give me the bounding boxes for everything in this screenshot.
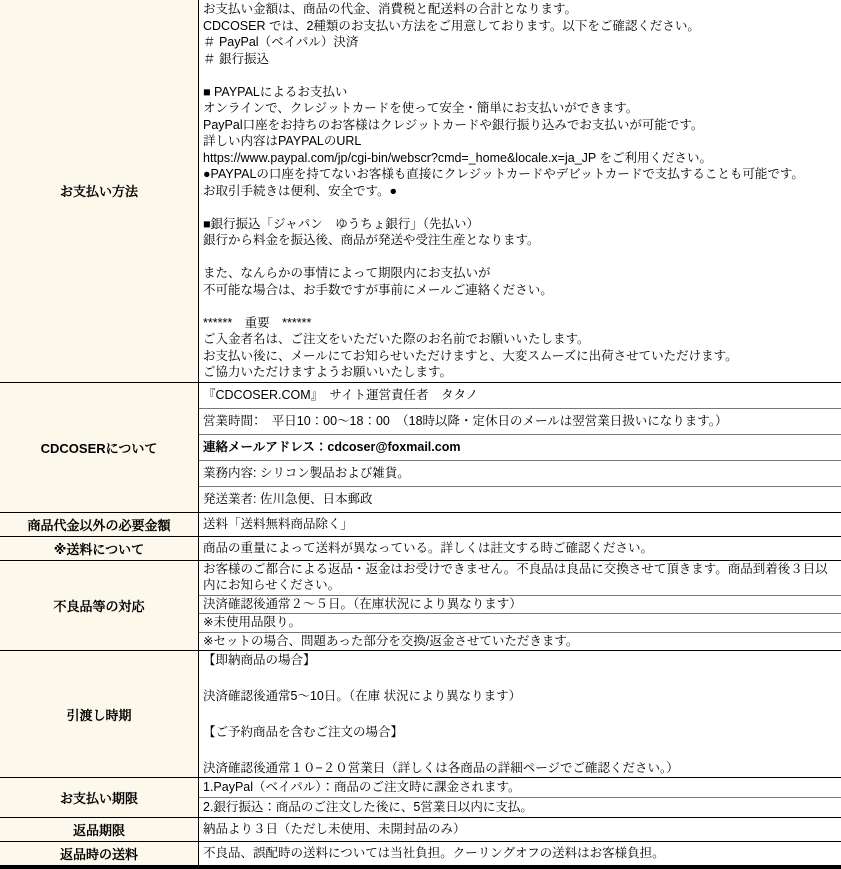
payment-line: お支払い後に、メールにてお知らせいただけますと、大変スムーズに出荷させていただけます。 [203, 348, 738, 363]
payment-method-label: お支払い方法 [0, 0, 199, 382]
payment-deadline-label: お支払い期限 [0, 778, 199, 817]
bank-transfer-heading: ■銀行振込「ジャパン ゆうちょ銀行」（先払い） [203, 216, 480, 231]
about-shipping-carriers-row: 発送業者: 佐川急便、日本郵政 [203, 491, 373, 506]
defective-policy-row: お客様のご都合による返品・返金はお受けできません。不良品は良品に交換させて頂きます。商品到着後３日以内にお知らせください。 [199, 561, 841, 596]
section-shipping-fee-note [0, 537, 841, 561]
defective-items-label: 不良品等の対応 [0, 561, 199, 651]
blank-line [203, 67, 839, 84]
deadline-bank-row: 2.銀行振込：商品のご注文した後に、5営業日以内に支払。 [203, 800, 533, 814]
extra-fees-content: 送料「送料無料商品除く」 [203, 516, 354, 531]
blank-line [199, 741, 841, 759]
blank-line [203, 199, 839, 216]
section-payment-deadline [0, 778, 841, 818]
about-cdcoser-content [199, 383, 841, 512]
payment-line: オンラインで、クレジットカードを使って安全・簡単にお支払いができます。 [203, 101, 639, 115]
section-extra-fees [0, 513, 841, 537]
payment-line: CDCOSER では、2種類のお支払い方法をご用意しております。以下をご確認ください。 [203, 18, 700, 33]
about-cdcoser-label: CDCOSERについて [0, 383, 199, 512]
payment-line: また、なんらかの事情によって期限内にお支払いが [203, 266, 491, 280]
payment-line: 銀行から料金を振込後、商品が発送や受注生産となります。 [203, 233, 540, 247]
important-notice-heading: ****** 重要 ****** [203, 315, 312, 330]
return-deadline-content: 納品より３日（ただし未使用、未開封品のみ） [203, 822, 466, 836]
defective-unused-only-row: ※未使用品限り。 [199, 614, 841, 633]
section-defective-items [0, 561, 841, 652]
blank-line [199, 669, 841, 687]
section-return-shipping [0, 842, 841, 865]
payment-line: 不可能な場合は、お手数ですが事前にメールご連絡ください。 [203, 282, 553, 297]
shipping-fee-note-content: 商品の重量によって送料が異なっている。詳しくは註文する時ご確認ください。 [203, 540, 654, 555]
paypal-section-heading: ■ PAYPALによるお支払い [203, 84, 348, 99]
about-business-description-row: 業務内容: シリコン製品および雑貨。 [199, 461, 841, 487]
payment-line: ご入金者名は、ご注文をいただいた際のお名前でお願いいたします。 [203, 332, 590, 346]
defective-items-content [199, 561, 841, 651]
payment-line: ＃ 銀行振込 [203, 51, 269, 66]
payment-method-content [199, 0, 841, 382]
shipping-fee-note-label: ※送料について [0, 537, 199, 560]
delivery-time-content [199, 651, 841, 777]
return-deadline-label: 返品期限 [0, 818, 199, 841]
about-business-hours-row: 営業時間： 平日10：00〜18：00 （18時以降・定休日のメールは翌営業日扱いになります。） [199, 409, 841, 435]
delivery-line: 決済確認後通常１０−２０営業日（詳しくは各商品の詳細ページでご確認ください。） [203, 761, 679, 775]
delivery-line: 【ご予約商品を含むご注文の場合】 [203, 725, 404, 739]
delivery-line: 決済確認後通常5〜10日。（在庫 状況により異なります） [203, 689, 522, 703]
blank-line [203, 249, 839, 266]
payment-line: ご協力いただけますようお願いいたします。 [203, 365, 453, 379]
deadline-paypal-row: 1.PayPal（ベイパル）：商品のご注文時に課金されます。 [199, 778, 841, 798]
payment-line: PayPal口座をお持ちのお客様はクレジットカードや銀行振り込みでお支払いが可能です。 [203, 117, 704, 132]
section-delivery-time [0, 651, 841, 778]
return-shipping-label: 返品時の送料 [0, 842, 199, 865]
payment-line: ●PAYPALの口座を持てないお客様も直接にクレジットカードやデビットカードで支払することも可能です。 [203, 167, 804, 181]
payment-deadline-content [199, 778, 841, 817]
payment-line: お支払い金額は、商品の代金、消費税と配送料の合計となります。 [203, 2, 578, 16]
section-about-cdcoser [0, 383, 841, 513]
delivery-time-label: 引渡し時期 [0, 651, 199, 777]
extra-fees-label: 商品代金以外の必要金額 [0, 513, 199, 536]
payment-line: 詳しい内容はPAYPALのURL [203, 134, 362, 148]
return-shipping-content: 不良品、誤配時の送料については当社負担。クーリングオフの送料はお客様負担。 [203, 846, 665, 860]
about-site-operator-row: 『CDCOSER.COM』 サイト運営責任者 タタノ [199, 383, 841, 409]
section-return-deadline [0, 818, 841, 842]
section-payment-method [0, 0, 841, 383]
defective-set-policy-row: ※セットの場合、問題あった部分を交換/返金させていただきます。 [203, 633, 579, 648]
paypal-url-line: https://www.paypal.com/jp/cgi-bin/webscr?cmd=_home&locale.x=ja_JP をご利用ください。 [203, 150, 712, 165]
delivery-line: 【即納商品の場合】 [203, 653, 316, 667]
payment-line: ＃ PayPal（ベイパル）決済 [203, 35, 359, 49]
payment-line: お取引手続きは便利、安全です。● [203, 183, 398, 198]
blank-line [199, 705, 841, 723]
blank-line [203, 298, 839, 315]
about-contact-email-row: 連絡メールアドレス：cdcoser@foxmail.com [199, 435, 841, 461]
defective-processing-time-row: 決済確認後通常２〜５日。（在庫状況により異なります） [199, 596, 841, 615]
